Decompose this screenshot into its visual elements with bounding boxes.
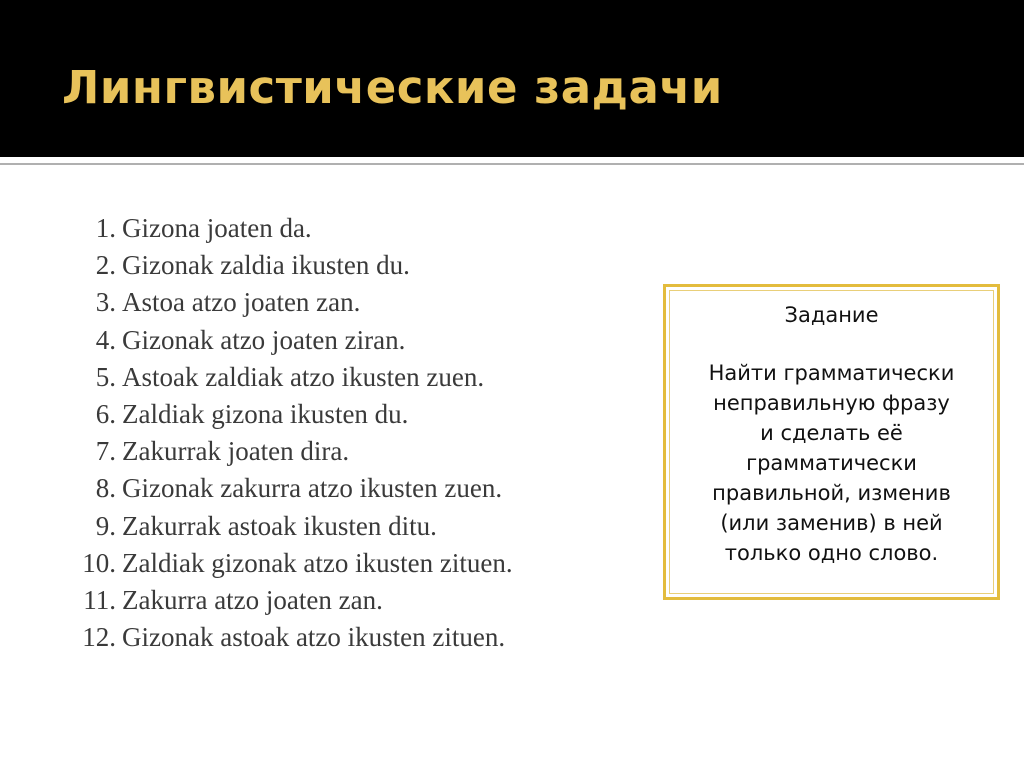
item-number: 7. bbox=[95, 436, 116, 467]
list-item bbox=[68, 619, 513, 656]
list-item bbox=[68, 508, 513, 545]
item-text: Gizona joaten da. bbox=[122, 213, 312, 243]
item-number: 2. bbox=[95, 250, 116, 281]
list-item bbox=[68, 210, 513, 247]
list-item bbox=[68, 470, 513, 507]
list-item bbox=[68, 359, 513, 396]
list-item bbox=[68, 582, 513, 619]
item-text: Zaldiak gizona ikusten du. bbox=[122, 398, 409, 429]
header-divider bbox=[0, 163, 1024, 165]
slide-title: Лингвистические задачи bbox=[62, 61, 723, 114]
item-number: 12. bbox=[82, 622, 116, 653]
task-box-inner bbox=[669, 290, 994, 594]
item-number: 9. bbox=[95, 510, 116, 541]
item-number: 6. bbox=[95, 398, 116, 429]
task-line: правильной, изменив bbox=[712, 481, 951, 505]
list-item bbox=[68, 322, 513, 359]
list-item bbox=[68, 247, 513, 284]
item-number: 5. bbox=[95, 361, 116, 392]
item-text: Gizonak atzo joaten ziran. bbox=[122, 324, 406, 355]
item-number: 10. bbox=[82, 547, 116, 578]
item-text: Zakurrak joaten dira. bbox=[122, 436, 350, 467]
item-text: Zakurra atzo joaten zan. bbox=[122, 584, 383, 615]
list-item bbox=[68, 433, 513, 470]
task-line: Найти грамматически bbox=[708, 361, 955, 385]
item-text: Zaldiak gizonak atzo ikusten zituen. bbox=[122, 547, 513, 578]
item-number: 8. bbox=[95, 473, 116, 504]
task-heading: Задание bbox=[784, 303, 879, 327]
task-text bbox=[670, 358, 993, 568]
item-text: Gizonak astoak atzo ikusten zituen. bbox=[122, 622, 506, 653]
item-number: 1. bbox=[95, 213, 116, 243]
sentence-list bbox=[68, 210, 513, 656]
item-text: Gizonak zaldia ikusten du. bbox=[122, 250, 410, 281]
list-item bbox=[68, 284, 513, 321]
task-line: (или заменив) в ней bbox=[720, 511, 943, 535]
task-line: грамматически bbox=[746, 451, 917, 475]
item-text: Astoak zaldiak atzo ikusten zuen. bbox=[122, 361, 485, 392]
task-line: только одно слово. bbox=[724, 541, 939, 565]
item-number: 4. bbox=[95, 324, 116, 355]
list-item bbox=[68, 396, 513, 433]
item-text: Astoa atzo joaten zan. bbox=[122, 287, 361, 318]
item-text: Gizonak zakurra atzo ikusten zuen. bbox=[122, 473, 503, 504]
item-number: 3. bbox=[95, 287, 116, 318]
task-line: и сделать её bbox=[760, 421, 903, 445]
item-number: 11. bbox=[83, 584, 116, 615]
task-line: неправильную фразу bbox=[713, 391, 950, 415]
task-box bbox=[663, 284, 1000, 600]
slide-header bbox=[0, 0, 1024, 157]
list-item bbox=[68, 545, 513, 582]
item-text: Zakurrak astoak ikusten ditu. bbox=[122, 510, 437, 541]
